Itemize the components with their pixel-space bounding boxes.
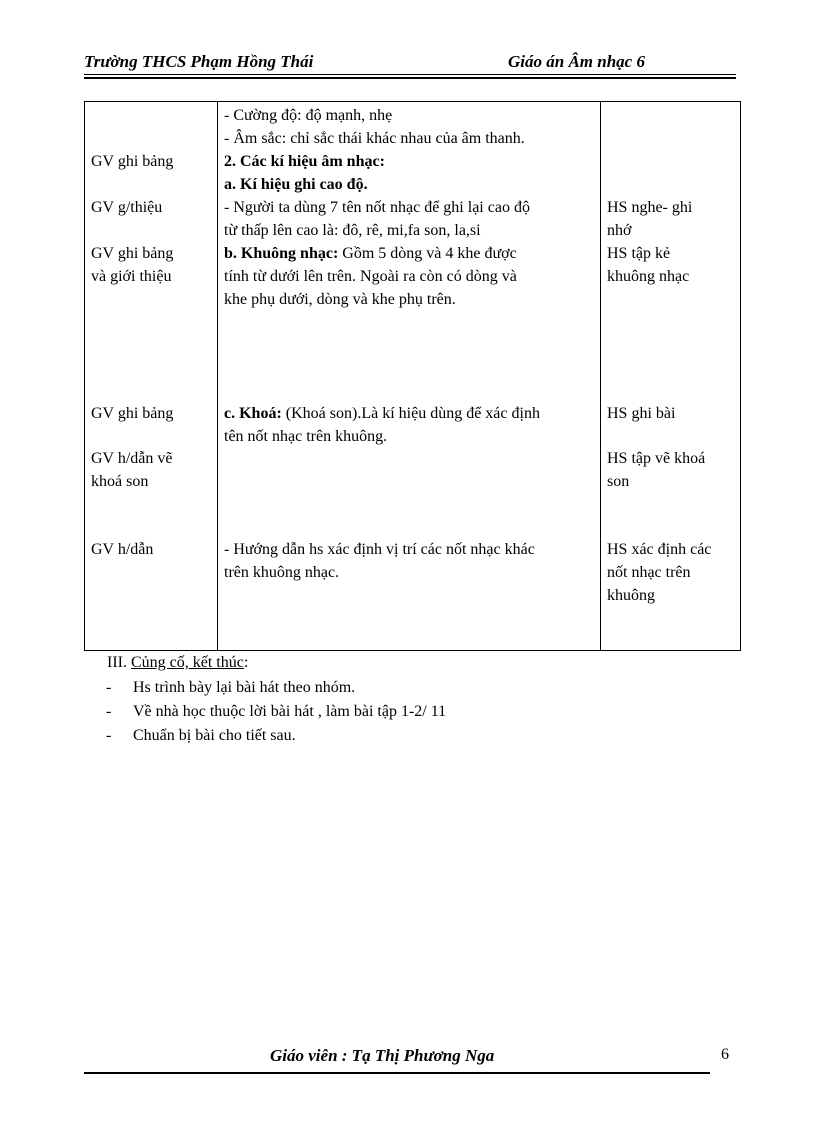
- content-line: [224, 402, 540, 425]
- school-name: Trường THCS Phạm Hồng Thái: [84, 52, 314, 71]
- student-activity: son: [607, 473, 630, 490]
- page-header: [84, 50, 736, 76]
- student-activity: HS tập vẽ khoá: [607, 450, 706, 467]
- content-line: trên khuông nhạc.: [224, 564, 340, 581]
- content-column: [218, 102, 601, 651]
- student-activity: nhớ: [607, 222, 632, 239]
- teacher-activity: khoá son: [91, 473, 149, 490]
- content-text: (Khoá son).Là kí hiệu dùng để xác định: [281, 405, 540, 422]
- teacher-activity: GV ghi bảng: [91, 245, 174, 262]
- student-activity: nốt nhạc trên: [607, 564, 691, 581]
- student-activity: HS xác định các: [607, 541, 712, 558]
- bullet-dash: -: [106, 703, 112, 720]
- student-activity: HS ghi bài: [607, 405, 676, 422]
- bullet-dash: -: [106, 727, 112, 744]
- content-line: [224, 242, 517, 265]
- content-line: - Âm sắc: chỉ sắc thái khác nhau của âm thanh.: [224, 130, 525, 147]
- student-activity-column: [601, 102, 741, 651]
- student-activity: HS tập kẻ: [607, 245, 671, 262]
- content-line: - Người ta dùng 7 tên nốt nhạc để ghi lại cao độ: [224, 199, 530, 216]
- summary-title-text: Củng cố, kết thúc: [130, 654, 244, 671]
- teacher-activity: GV g/thiệu: [91, 199, 163, 216]
- list-item-text: Hs trình bày lại bài hát theo nhóm.: [133, 679, 356, 696]
- teacher-activity: GV h/dẫn: [91, 541, 154, 558]
- content-line: từ thấp lên cao là: đô, rê, mi,fa son, la,si: [224, 222, 481, 239]
- page-number: 6: [721, 1046, 729, 1063]
- student-activity: khuông: [607, 587, 655, 604]
- section-numeral: III: [107, 654, 123, 671]
- student-activity: khuông nhạc: [607, 268, 690, 285]
- subject-title: Giáo án Âm nhạc 6: [508, 52, 645, 71]
- teacher-activity: GV ghi bảng: [91, 153, 174, 170]
- subsection-heading: b. Khuông nhạc:: [224, 245, 339, 262]
- list-item-text: Chuẩn bị bài cho tiết sau.: [133, 727, 296, 744]
- subsection-heading: a. Kí hiệu ghi cao độ.: [224, 176, 368, 193]
- numeral-separator: .: [122, 654, 131, 671]
- teacher-name: Giáo viên : Tạ Thị Phương Nga: [270, 1046, 495, 1065]
- teacher-activity-column: [85, 102, 218, 651]
- student-activity: HS nghe- ghi: [607, 199, 693, 216]
- header-rule-thick: [84, 77, 736, 79]
- bullet-dash: -: [106, 679, 112, 696]
- footer-rule: [84, 1072, 710, 1074]
- teacher-activity: GV ghi bảng: [91, 405, 174, 422]
- teacher-activity: GV h/dẫn vẽ: [91, 450, 173, 467]
- teacher-activity: và giới thiệu: [91, 268, 172, 285]
- content-line: tên nốt nhạc trên khuông.: [224, 428, 388, 445]
- content-text: Gồm 5 dòng và 4 khe được: [338, 245, 517, 262]
- page-footer: [84, 1043, 744, 1083]
- section-heading: 2. Các kí hiệu âm nhạc:: [224, 153, 385, 170]
- subsection-heading: c. Khoá:: [224, 405, 282, 422]
- content-line: - Cường độ: độ mạnh, nhẹ: [224, 107, 393, 124]
- content-line: - Hướng dẫn hs xác định vị trí các nốt nhạc khác: [224, 541, 535, 558]
- content-line: khe phụ dưới, dòng và khe phụ trên.: [224, 291, 456, 308]
- list-item-text: Về nhà học thuộc lời bài hát , làm bài tập 1-2/ 11: [133, 703, 447, 720]
- title-colon: :: [243, 654, 249, 671]
- summary-title: [107, 651, 248, 675]
- lesson-table: [84, 101, 741, 651]
- header-rule-thin: [84, 74, 736, 75]
- content-line: tính từ dưới lên trên. Ngoài ra còn có dòng và: [224, 268, 517, 285]
